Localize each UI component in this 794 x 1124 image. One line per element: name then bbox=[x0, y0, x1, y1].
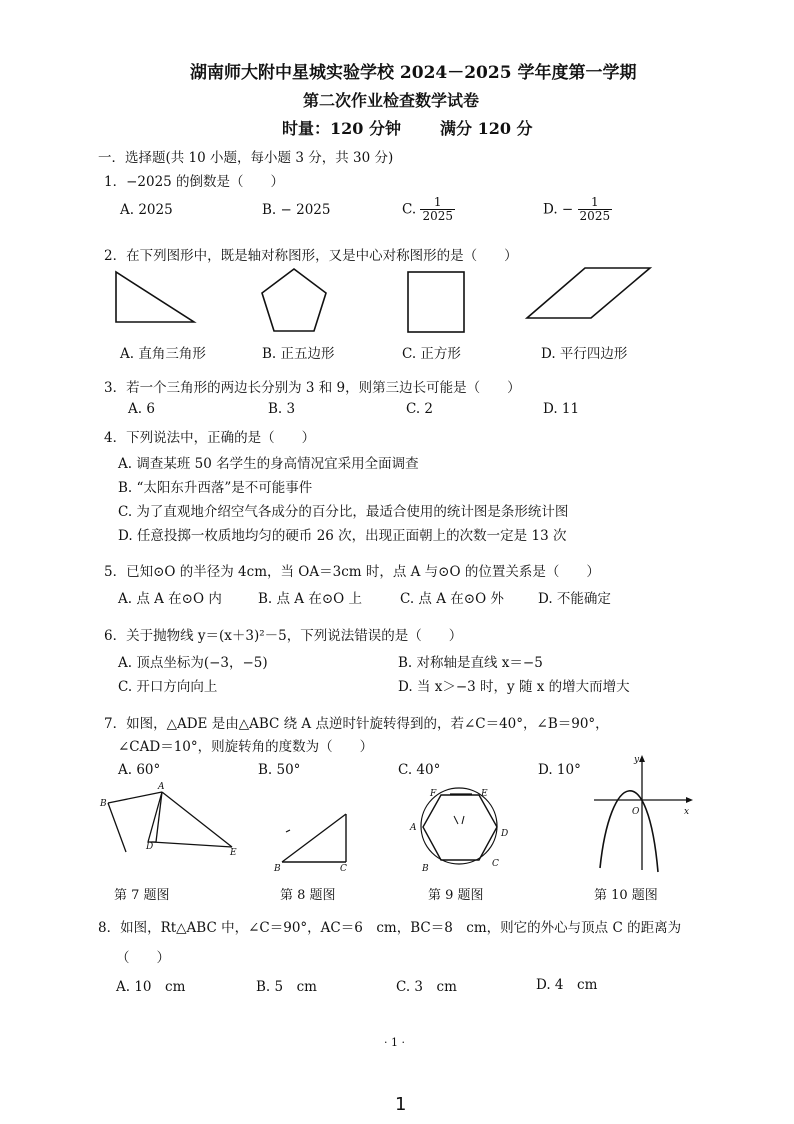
caption-fig9: 第 9 题图 bbox=[428, 888, 484, 903]
q6-option-c: C. 开口方向向上 bbox=[118, 679, 218, 695]
q1-d-num: 1 bbox=[578, 196, 613, 210]
q1-c-den: 2025 bbox=[422, 209, 453, 223]
fig10-label-x: x bbox=[684, 807, 690, 817]
fig8-label-c: C bbox=[340, 864, 347, 874]
q5-stem: 5．已知⊙O 的半径为 4cm，当 OA＝3cm 时，点 A 与⊙O 的位置关系是（ ） bbox=[104, 564, 600, 580]
q1-c-num: 1 bbox=[420, 196, 455, 210]
fig10-label-y: y bbox=[634, 755, 640, 765]
q4-option-a: A. 调查某班 50 名学生的身高情况宜采用全面调查 bbox=[118, 456, 419, 472]
q7-option-d: D. 10° bbox=[538, 762, 581, 778]
q5-option-c: C. 点 A 在⊙O 外 bbox=[400, 591, 504, 607]
exam-time: 时量：120 分钟 bbox=[282, 119, 401, 138]
fig7-label-e: E bbox=[230, 848, 237, 858]
page-number-inner: · 1 · bbox=[384, 1036, 405, 1049]
fig8-label-b: B bbox=[274, 864, 281, 874]
fig9-label-f: F bbox=[430, 789, 437, 799]
q8-option-c: C. 3 cm bbox=[396, 979, 457, 995]
fig7-label-d: D bbox=[146, 842, 154, 852]
q8-option-d: D. 4 cm bbox=[536, 977, 598, 993]
fig9-label-e: E bbox=[481, 789, 488, 799]
caption-fig7: 第 7 题图 bbox=[114, 888, 170, 903]
figure-8 bbox=[266, 810, 366, 872]
q1-option-a: A. 2025 bbox=[120, 202, 173, 218]
q4-option-d: D. 任意投掷一枚质地均匀的硬币 26 次，出现正面朝上的次数一定是 13 次 bbox=[118, 528, 567, 544]
q1-option-d bbox=[543, 196, 612, 223]
figure-10 bbox=[590, 752, 700, 877]
exam-title: 第二次作业检查数学试卷 bbox=[303, 91, 480, 110]
q3-stem: 3．若一个三角形的两边长分别为 3 和 9，则第三边长可能是（ ） bbox=[104, 380, 521, 396]
fig9-label-b: B bbox=[422, 864, 429, 874]
q8-stem-line1: 8．如图，Rt△ABC 中，∠C＝90°，AC＝6 cm，BC＝8 cm，则它的外心与顶点 C 的距离为 bbox=[98, 920, 682, 936]
q3-option-b: B. 3 bbox=[268, 401, 296, 417]
q1-d-den: 2025 bbox=[579, 209, 611, 223]
q6-stem: 6．关于抛物线 y＝(x＋3)²－5，下列说法错误的是（ ） bbox=[104, 628, 463, 644]
figure-9 bbox=[404, 782, 514, 872]
q3-option-d: D. 11 bbox=[543, 401, 580, 417]
q7-option-b: B. 50° bbox=[258, 762, 301, 778]
q2-option-c: C. 正方形 bbox=[402, 346, 461, 362]
square-figure bbox=[406, 270, 468, 336]
section-title: 一．选择题(共 10 小题，每小题 3 分，共 30 分) bbox=[98, 150, 394, 166]
q2-option-b: B. 正五边形 bbox=[262, 346, 335, 362]
fig9-label-d: D bbox=[501, 829, 509, 839]
q8-stem-line2: （ ） bbox=[116, 950, 170, 966]
q2-option-a: A. 直角三角形 bbox=[120, 346, 206, 362]
q3-option-c: C. 2 bbox=[406, 401, 434, 417]
q8-option-b: B. 5 cm bbox=[256, 979, 317, 995]
parallelogram-figure bbox=[525, 266, 655, 322]
figure-7 bbox=[96, 780, 246, 860]
q1-c-prefix: C. bbox=[402, 201, 417, 218]
q6-option-a: A. 顶点坐标为(−3，−5) bbox=[118, 655, 268, 671]
fig7-label-a: A bbox=[158, 782, 165, 792]
q7-stem-line1: 7．如图，△ADE 是由△ABC 绕 A 点逆时针旋转得到的，若∠C＝40°，∠B＝90°， bbox=[104, 716, 609, 732]
q4-stem: 4．下列说法中，正确的是（ ） bbox=[104, 430, 316, 446]
q1-d-prefix: D. − bbox=[543, 201, 574, 218]
fig10-label-o: O bbox=[632, 807, 640, 817]
q6-option-b: B. 对称轴是直线 x＝−5 bbox=[398, 655, 543, 671]
fig9-label-a: A bbox=[410, 823, 417, 833]
q7-stem-line2: ∠CAD＝10°，则旋转角的度数为（ ） bbox=[118, 739, 374, 755]
q3-option-a: A. 6 bbox=[128, 401, 155, 417]
caption-fig8: 第 8 题图 bbox=[280, 888, 336, 903]
fig9-label-c: C bbox=[492, 859, 499, 869]
q2-option-d: D. 平行四边形 bbox=[541, 346, 628, 362]
q7-option-a: A. 60° bbox=[118, 762, 161, 778]
q4-option-b: B. “太阳东升西落”是不可能事件 bbox=[118, 480, 313, 496]
q5-option-d: D. 不能确定 bbox=[538, 591, 611, 607]
q1-stem: 1．−2025 的倒数是（ ） bbox=[104, 174, 285, 190]
right-triangle-figure bbox=[112, 270, 202, 330]
q1-option-b: B. − 2025 bbox=[262, 202, 331, 218]
q8-option-a: A. 10 cm bbox=[116, 979, 186, 995]
q4-option-c: C. 为了直观地介绍空气各成分的百分比，最适合使用的统计图是条形统计图 bbox=[118, 504, 569, 520]
q1-c-fraction bbox=[420, 196, 455, 223]
page-number-outer: 1 bbox=[395, 1094, 407, 1115]
school-line: 湖南师大附中星城实验学校 2024－2025 学年度第一学期 bbox=[190, 63, 637, 83]
q7-option-c: C. 40° bbox=[398, 762, 441, 778]
q6-option-d: D. 当 x＞−3 时，y 随 x 的增大而增大 bbox=[398, 679, 630, 695]
q5-option-b: B. 点 A 在⊙O 上 bbox=[258, 591, 363, 607]
q2-stem: 2．在下列图形中，既是轴对称图形，又是中心对称图形的是（ ） bbox=[104, 248, 518, 264]
q5-option-a: A. 点 A 在⊙O 内 bbox=[118, 591, 222, 607]
pentagon-figure bbox=[260, 268, 330, 338]
caption-fig10: 第 10 题图 bbox=[594, 888, 658, 903]
q1-option-c bbox=[402, 196, 455, 223]
q1-d-fraction bbox=[578, 196, 613, 223]
fig7-label-b: B bbox=[100, 799, 107, 809]
exam-score: 满分 120 分 bbox=[440, 119, 533, 138]
